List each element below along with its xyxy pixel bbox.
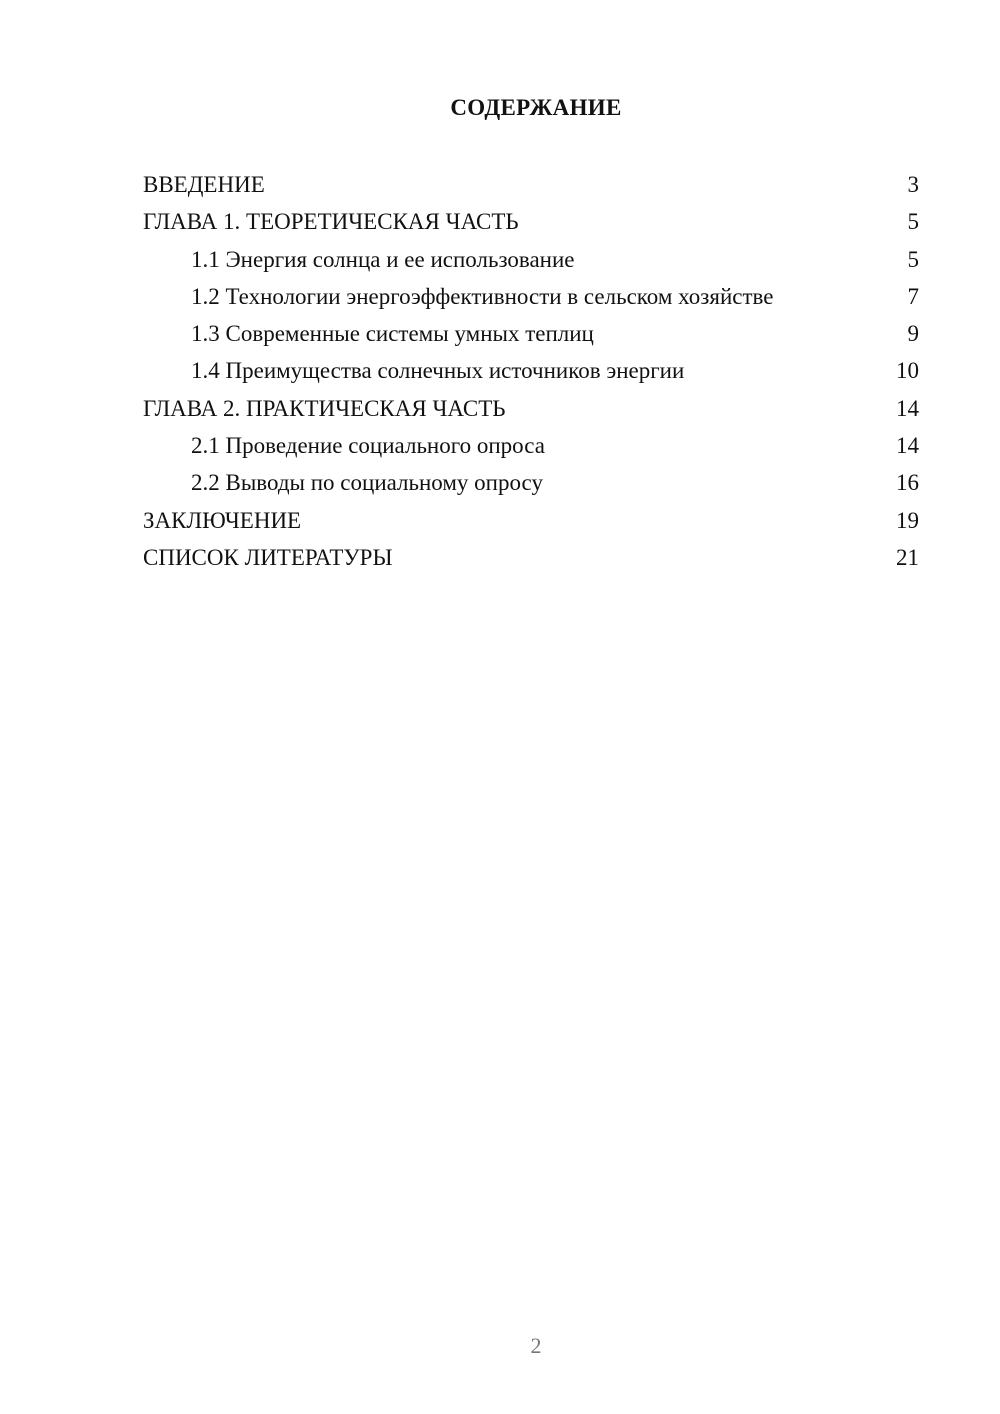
toc-entry-section-1-3[interactable] <box>143 315 919 352</box>
page-number: 2 <box>530 1333 542 1358</box>
toc-entry-introduction[interactable] <box>143 166 919 203</box>
toc-entry-page: 5 <box>907 246 919 272</box>
toc-entry-label: 1.1 Энергия солнца и ее использование <box>191 246 575 272</box>
toc-entry-bibliography[interactable] <box>143 539 919 576</box>
toc-entry-label: 2.2 Выводы по социальному опросу <box>191 470 543 496</box>
toc-entry-label: ГЛАВА 2. ПРАКТИЧЕСКАЯ ЧАСТЬ <box>143 395 506 421</box>
toc-entry-page: 10 <box>896 358 919 384</box>
toc-entry-section-1-1[interactable] <box>143 241 919 278</box>
toc-entry-page: 14 <box>896 433 919 459</box>
toc-entry-label: ВВЕДЕНИЕ <box>143 172 265 197</box>
toc-entry-page: 16 <box>896 470 919 496</box>
toc-entry-section-1-4[interactable] <box>143 352 919 389</box>
toc-entry-label: ГЛАВА 1. ТЕОРЕТИЧЕСКАЯ ЧАСТЬ <box>143 209 519 235</box>
toc-entry-section-1-2[interactable] <box>143 278 919 315</box>
toc-entry-conclusion[interactable] <box>143 502 919 539</box>
toc-entry-page: 14 <box>896 395 919 421</box>
toc-entry-page: 9 <box>907 321 919 347</box>
toc-entry-section-2-2[interactable] <box>143 464 919 501</box>
toc-entry-chapter-2[interactable] <box>143 390 919 427</box>
toc-entry-section-2-1[interactable] <box>143 427 919 464</box>
toc-entry-label: 2.1 Проведение социального опроса <box>191 433 545 459</box>
toc-entry-page: 21 <box>896 544 919 570</box>
toc-entry-chapter-1[interactable] <box>143 203 919 240</box>
toc-entry-label: 1.2 Технологии энергоэффективности в сельском хозяйстве <box>191 283 774 309</box>
toc-entry-label: СПИСОК ЛИТЕРАТУРЫ <box>143 544 393 570</box>
toc-entry-page: 5 <box>907 209 919 235</box>
toc-entry-page: 7 <box>907 283 919 309</box>
toc-entry-page: 3 <box>907 172 919 197</box>
toc-entry-label: 1.4 Преимущества солнечных источников энергии <box>191 358 685 384</box>
toc-entry-label: ЗАКЛЮЧЕНИЕ <box>143 507 302 533</box>
table-of-contents <box>143 166 919 576</box>
toc-entry-label: 1.3 Современные системы умных теплиц <box>191 321 594 347</box>
toc-entry-page: 19 <box>896 507 919 533</box>
toc-title: СОДЕРЖАНИЕ <box>450 95 622 120</box>
